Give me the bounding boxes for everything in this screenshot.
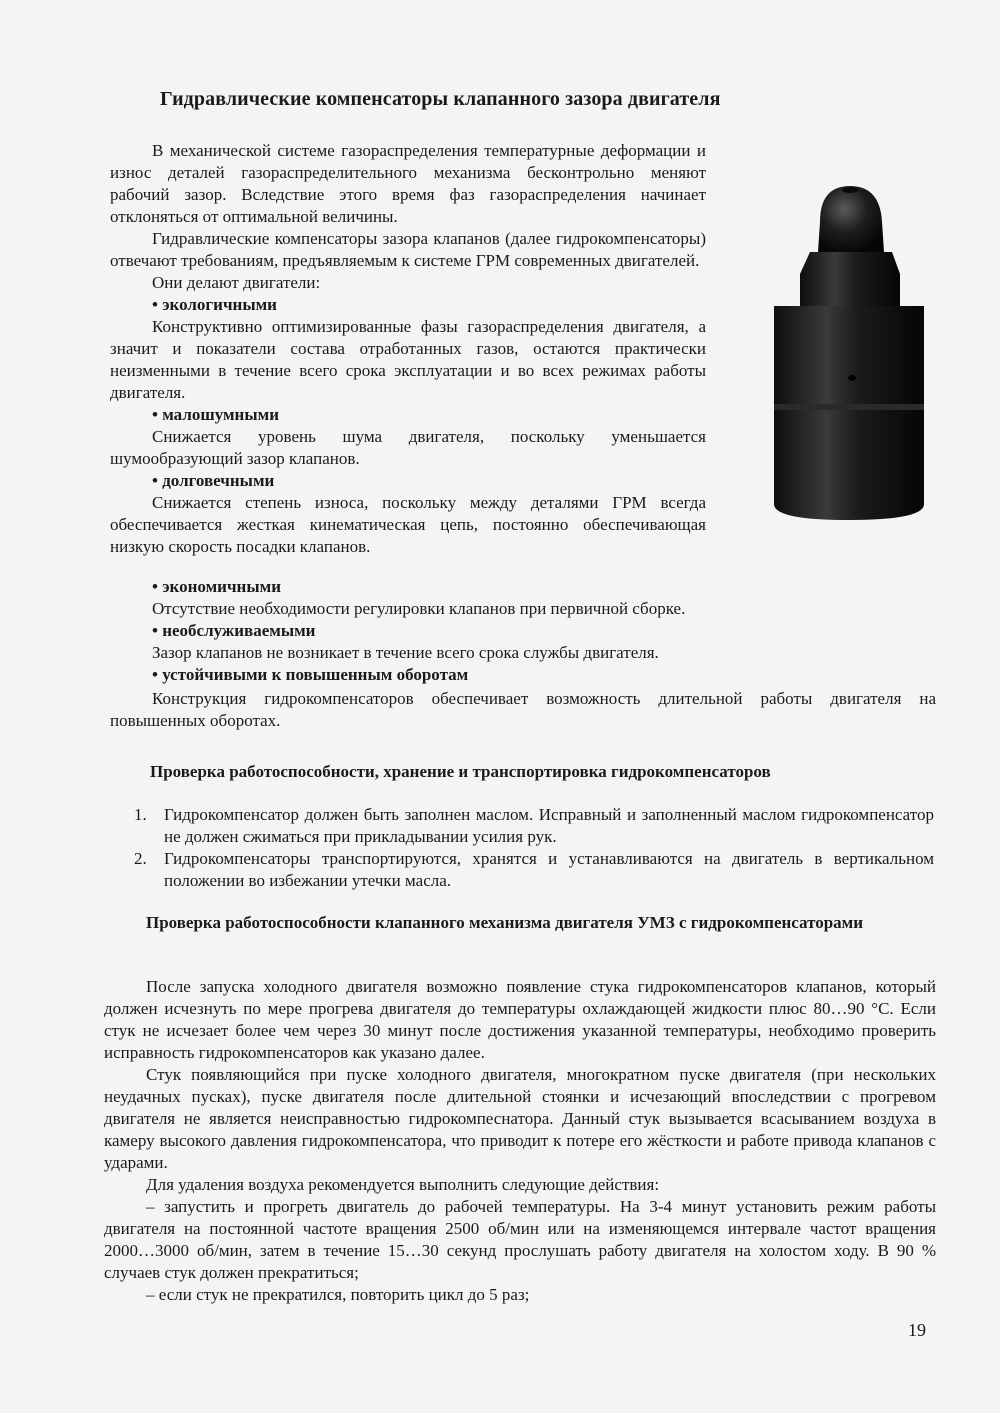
list-item-text: Гидрокомпенсатор должен быть заполнен маслом. Исправный и заполненный маслом гидрокомпенсатор не должен сжиматься при прикладывании усилия рук. <box>164 805 934 846</box>
feature-text-ecological: Конструктивно оптимизированные фазы газораспределения двигателя, а значит и показатели состава отработанных газов, остаются практически неизменными в течение всего срока эксплуатации и во всех режимах работы двигателя. <box>110 317 706 402</box>
list-item <box>134 804 934 848</box>
feature-heading-low-noise: • малошумными <box>152 405 280 424</box>
hydraulic-lifter-photo <box>770 182 930 522</box>
feature-heading-maintenance-free: • необслуживаемыми <box>152 621 316 640</box>
section-2-title: Проверка работоспособности, хранение и транспортировка гидрокомпенсаторов <box>150 762 771 781</box>
list-item-text: Гидрокомпенсаторы транспортируются, хранятся и устанавливаются на двигатель в вертикальном положении во избежании утечки масла. <box>164 849 934 890</box>
intro-paragraph-2: Гидравлические компенсаторы зазора клапанов (далее гидрокомпенсаторы) отвечают требованиям, предъявляемым к системе ГРМ современных двигателей. <box>110 229 706 270</box>
section-3-paragraph-1: После запуска холодного двигателя возможно появление стука гидрокомпенсаторов клапанов, который должен исчезнуть по мере прогрева двигателя до температуры охлаждающей жидкости плюс 80…90 °С. Если стук не исчезает более чем через 30 минут после достижения указанной температуры, необходимо проверить исправность гидрокомпенсаторов как указано далее. <box>104 977 936 1062</box>
intro-column <box>110 140 706 558</box>
feature-high-rpm-block <box>110 688 936 732</box>
feature-text-high-rpm: Конструкция гидрокомпенсаторов обеспечивает возможность длительной работы двигателя на повышенных оборотах. <box>110 689 936 730</box>
section-3-paragraph-2: Стук появляющийся при пуске холодного двигателя, многократном пуске двигателя (при нескольких неудачных пусках), пуске двигателя после длительной стоянки и исчезающий впоследствии с прогревом двигателя не является неисправностью гидрокомпеснатора. Данный стук вызывается всасыванием воздуха в камеру высокого давления гидрокомпенсатора, что приводит к потере его жёсткости и работе привода клапанов с ударами. <box>104 1065 936 1172</box>
feature-heading-durable: • долговечными <box>152 471 275 490</box>
intro-paragraph-3: Они делают двигатели: <box>152 273 321 292</box>
section-3-title-block <box>104 912 936 934</box>
section-3-paragraph-5: – если стук не прекратился, повторить цикл до 5 раз; <box>146 1285 530 1304</box>
feature-text-maintenance-free: Зазор клапанов не возникает в течение всего срока службы двигателя. <box>152 643 659 662</box>
section-3-paragraph-3: Для удаления воздуха рекомендуется выполнить следующие действия: <box>146 1175 660 1194</box>
feature-heading-ecological: • экологичными <box>152 295 277 314</box>
feature-text-durable: Снижается степень износа, поскольку между деталями ГРМ всегда обеспечивается жесткая кинематическая цепь, постоянно обеспечивающая низкую скорость посадки клапанов. <box>110 493 706 556</box>
list-item-number: 2. <box>134 849 147 868</box>
list-item-number: 1. <box>134 805 147 824</box>
list-item <box>134 848 934 892</box>
page-number: 19 <box>908 1320 926 1340</box>
feature-text-economical: Отсутствие необходимости регулировки клапанов при первичной сборке. <box>152 599 686 618</box>
section-3-paragraph-4: – запустить и прогреть двигатель до рабочей температуры. На 3-4 минут установить режим работы двигателя на постоянной частоте вращения 2500 об/мин или на изменяющемся интервале частот вращения 2000…3000 об/мин, затем в течение 15…30 секунд прослушать работу двигателя на холостом ходу. В 90 % случаев стук должен прекратиться; <box>104 1197 936 1282</box>
section-3-body <box>104 976 936 1306</box>
feature-heading-economical: • экономичными <box>152 577 281 596</box>
page-title: Гидравлические компенсаторы клапанного зазора двигателя <box>160 88 721 110</box>
section-3-title: Проверка работоспособности клапанного механизма двигателя УМЗ с гидрокомпенсаторами <box>146 913 864 932</box>
feature-heading-high-rpm: • устойчивыми к повышенным оборотам <box>152 665 469 684</box>
features-column-wide <box>110 576 750 686</box>
feature-text-low-noise: Снижается уровень шума двигателя, поскольку уменьшается шумообразующий зазор клапанов. <box>110 427 706 468</box>
intro-paragraph-1: В механической системе газораспределения температурные деформации и износ деталей газораспределительного механизма бесконтрольно меняют рабочий зазор. Вследствие этого время фаз газораспределения начинает отклоняться от оптимальной величины. <box>110 141 706 226</box>
section-2-list <box>134 804 934 892</box>
